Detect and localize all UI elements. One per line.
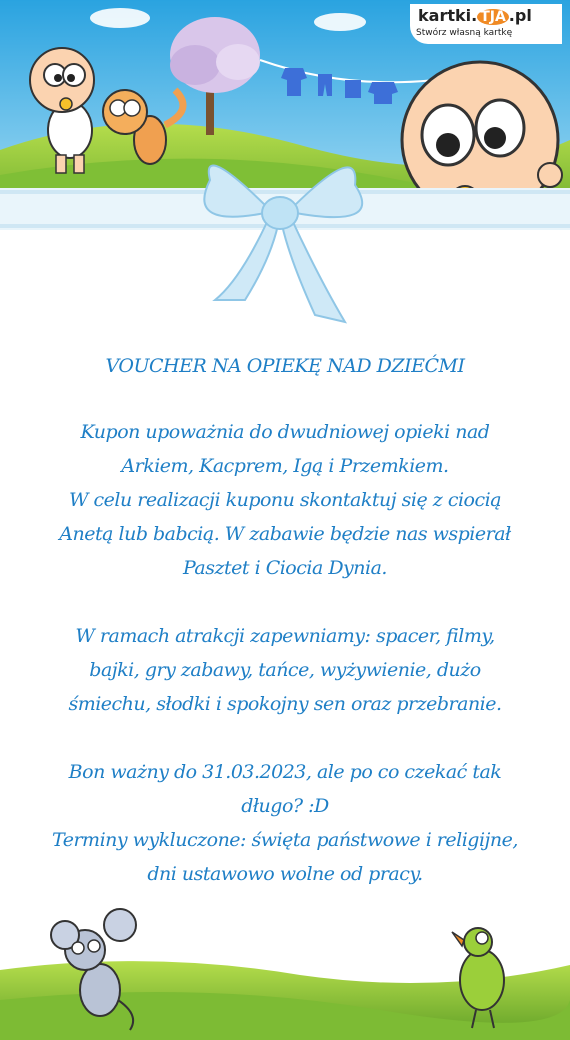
header-illustration: [0, 0, 570, 345]
logo-tagline: Stwórz własną kartkę: [416, 28, 513, 38]
voucher-text-line: bajki, gry zabawy, tańce, wyżywienie, dużo: [89, 659, 481, 681]
site-logo[interactable]: [410, 4, 562, 44]
voucher-content: [0, 345, 570, 891]
voucher-text-line: Anetą lub babcią. W zabawie będzie nas wspierał: [59, 523, 511, 545]
logo-suffix: .pl: [508, 6, 532, 25]
voucher-text-line: Bon ważny do 31.03.2023, ale po co czekać tak: [68, 761, 502, 783]
voucher-paragraph-1: [20, 415, 550, 585]
voucher-title: VOUCHER NA OPIEKĘ NAD DZIEĆMI: [105, 355, 465, 377]
voucher-text-line: śmiechu, słodki i spokojny sen oraz przebranie.: [68, 693, 502, 715]
voucher-text-line: Arkiem, Kacprem, Igą i Przemkiem.: [121, 455, 449, 477]
logo-mark: TJA: [477, 9, 509, 25]
footer-illustration: [0, 880, 570, 1040]
voucher-text-line: długo? :D: [241, 795, 329, 817]
voucher-text-line: W ramach atrakcji zapewniamy: spacer, filmy,: [75, 625, 495, 647]
logo-prefix: kartki.: [418, 6, 478, 25]
voucher-text-line: Terminy wykluczone: święta państwowe i religijne,: [52, 829, 518, 851]
voucher-text-line: dni ustawowo wolne od pracy.: [147, 863, 423, 885]
voucher-paragraph-2: [20, 619, 550, 721]
voucher-paragraph-3: [20, 755, 550, 891]
voucher-text-line: Pasztet i Ciocia Dynia.: [183, 557, 387, 579]
logo-wordmark: [418, 6, 532, 25]
voucher-text-line: W celu realizacji kuponu skontaktuj się z ciocią: [68, 489, 502, 511]
voucher-text-line: Kupon upoważnia do dwudniowej opieki nad: [80, 421, 490, 443]
